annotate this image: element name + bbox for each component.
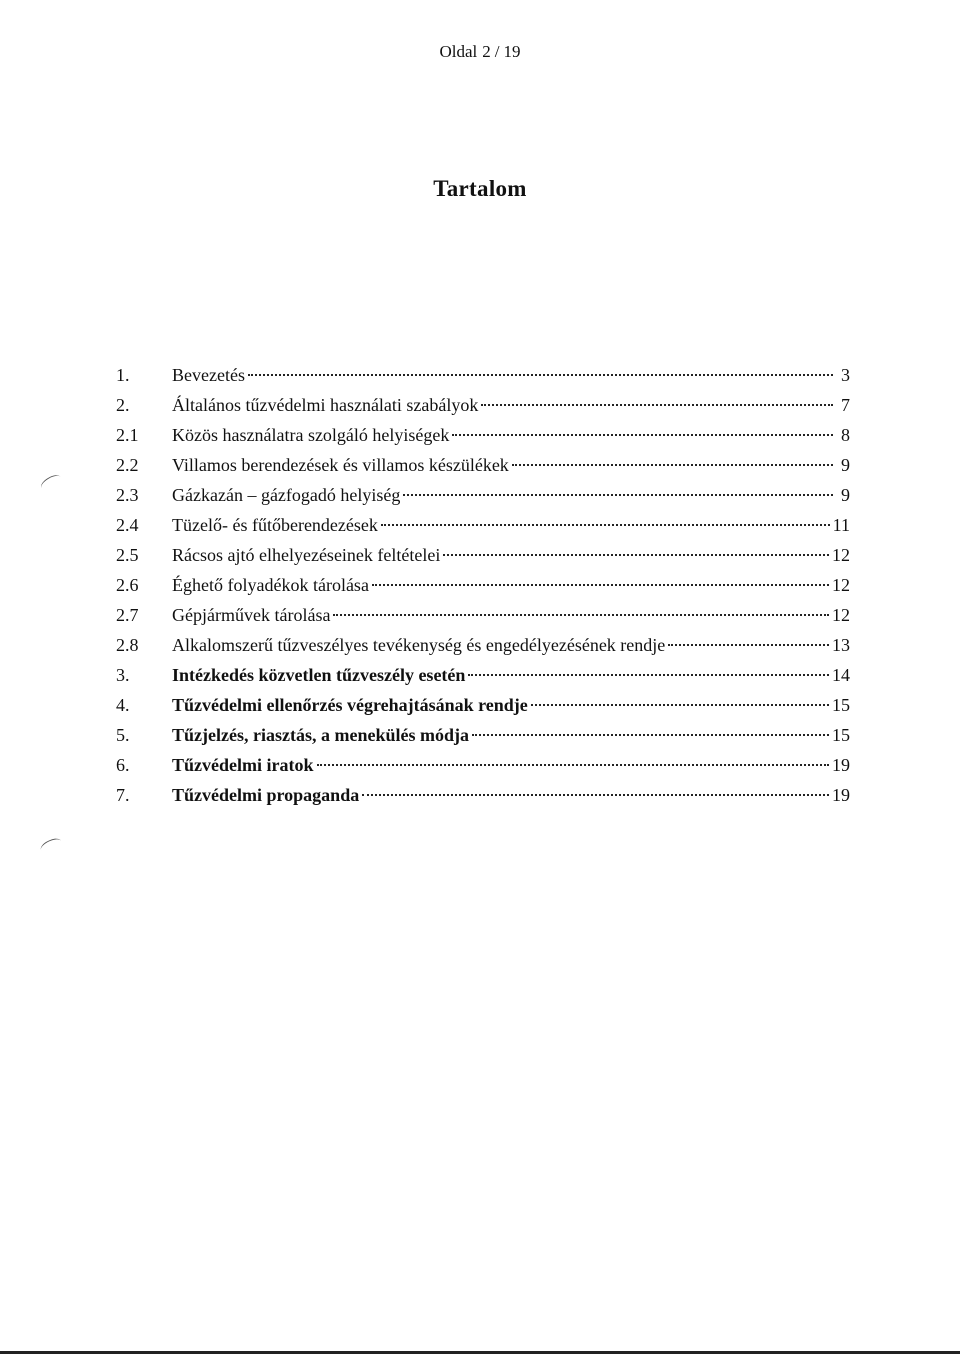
dot-leader	[472, 734, 829, 736]
toc-number: 6.	[116, 755, 130, 775]
dot-leader	[668, 644, 829, 646]
dot-leader	[248, 374, 833, 376]
toc-entry	[116, 540, 850, 570]
dot-leader	[452, 434, 833, 436]
toc-number: 4.	[116, 695, 130, 715]
toc-entry	[116, 630, 850, 660]
toc-number: 2.2	[116, 455, 139, 475]
dot-leader	[512, 464, 833, 466]
dot-leader	[381, 524, 830, 526]
dot-leader	[531, 704, 829, 706]
scan-margin-mark	[39, 836, 64, 855]
toc-entry	[116, 420, 850, 450]
toc-page-number: 12	[832, 545, 850, 565]
toc-entry	[116, 570, 850, 600]
toc-entry	[116, 390, 850, 420]
page-separator: /	[494, 42, 500, 61]
toc-title: Éghető folyadékok tárolása	[172, 575, 369, 595]
toc-number: 2.5	[116, 545, 139, 565]
toc-entry	[116, 360, 850, 390]
toc-title: Tűzvédelmi propaganda	[172, 785, 360, 805]
toc-entry	[116, 450, 850, 480]
toc-page-number: 14	[832, 665, 850, 685]
toc-entry	[116, 480, 850, 510]
toc-entry	[116, 690, 850, 720]
toc-page-number: 12	[832, 605, 850, 625]
toc-page-number: 3	[841, 365, 850, 385]
toc-page-number: 15	[832, 725, 850, 745]
dot-leader	[362, 794, 829, 796]
toc-page-number: 11	[832, 515, 850, 535]
toc-number: 2.6	[116, 575, 139, 595]
dot-leader	[333, 614, 829, 616]
toc-title: Villamos berendezések és villamos készülékek	[172, 455, 509, 475]
toc-entry	[116, 510, 850, 540]
toc-title: Tűzjelzés, riasztás, a menekülés módja	[172, 725, 469, 745]
toc-page-number: 19	[832, 785, 850, 805]
toc-page-number: 12	[832, 575, 850, 595]
table-of-contents	[116, 360, 850, 810]
toc-title: Tűzvédelmi iratok	[172, 755, 314, 775]
toc-number: 2.8	[116, 635, 139, 655]
toc-number: 2.1	[116, 425, 139, 445]
scan-margin-mark	[39, 472, 64, 493]
toc-title: Bevezetés	[172, 365, 245, 385]
dot-leader	[317, 764, 830, 766]
toc-number: 1.	[116, 365, 130, 385]
page-label: Oldal	[439, 42, 478, 61]
toc-page-number: 9	[841, 485, 850, 505]
toc-number: 7.	[116, 785, 130, 805]
toc-title: Alkalomszerű tűzveszélyes tevékenység és engedélyezésének rendje	[172, 635, 666, 655]
dot-leader	[372, 584, 829, 586]
page-header	[0, 42, 960, 62]
toc-title: Általános tűzvédelmi használati szabályok	[172, 395, 479, 415]
toc-title: Gépjárművek tárolása	[172, 605, 331, 625]
toc-page-number: 9	[841, 455, 850, 475]
toc-number: 2.7	[116, 605, 139, 625]
dot-leader	[443, 554, 829, 556]
toc-number: 2.4	[116, 515, 139, 535]
toc-title: Tűzvédelmi ellenőrzés végrehajtásának rendje	[172, 695, 528, 715]
dot-leader	[403, 494, 833, 496]
total-pages: 19	[503, 42, 521, 61]
current-page: 2	[482, 42, 491, 61]
dot-leader	[468, 674, 829, 676]
toc-title: Gázkazán – gázfogadó helyiség	[172, 485, 401, 505]
toc-title: Közös használatra szolgáló helyiségek	[172, 425, 450, 445]
toc-entry	[116, 780, 850, 810]
scan-bottom-edge	[0, 1351, 960, 1354]
toc-number: 2.3	[116, 485, 139, 505]
toc-entry	[116, 600, 850, 630]
toc-entry	[116, 720, 850, 750]
dot-leader	[481, 404, 833, 406]
toc-page-number: 8	[841, 425, 850, 445]
toc-title: Tüzelő- és fűtőberendezések	[172, 515, 378, 535]
toc-entry	[116, 750, 850, 780]
toc-title: Intézkedés közvetlen tűzveszély esetén	[172, 665, 466, 685]
page-title: Tartalom	[433, 176, 527, 201]
toc-page-number: 19	[832, 755, 850, 775]
toc-number: 3.	[116, 665, 130, 685]
toc-number: 2.	[116, 395, 130, 415]
toc-title: Rácsos ajtó elhelyezéseinek feltételei	[172, 545, 441, 565]
toc-number: 5.	[116, 725, 130, 745]
toc-page-number: 13	[832, 635, 850, 655]
toc-entry	[116, 660, 850, 690]
toc-page-number: 15	[832, 695, 850, 715]
toc-page-number: 7	[841, 395, 850, 415]
